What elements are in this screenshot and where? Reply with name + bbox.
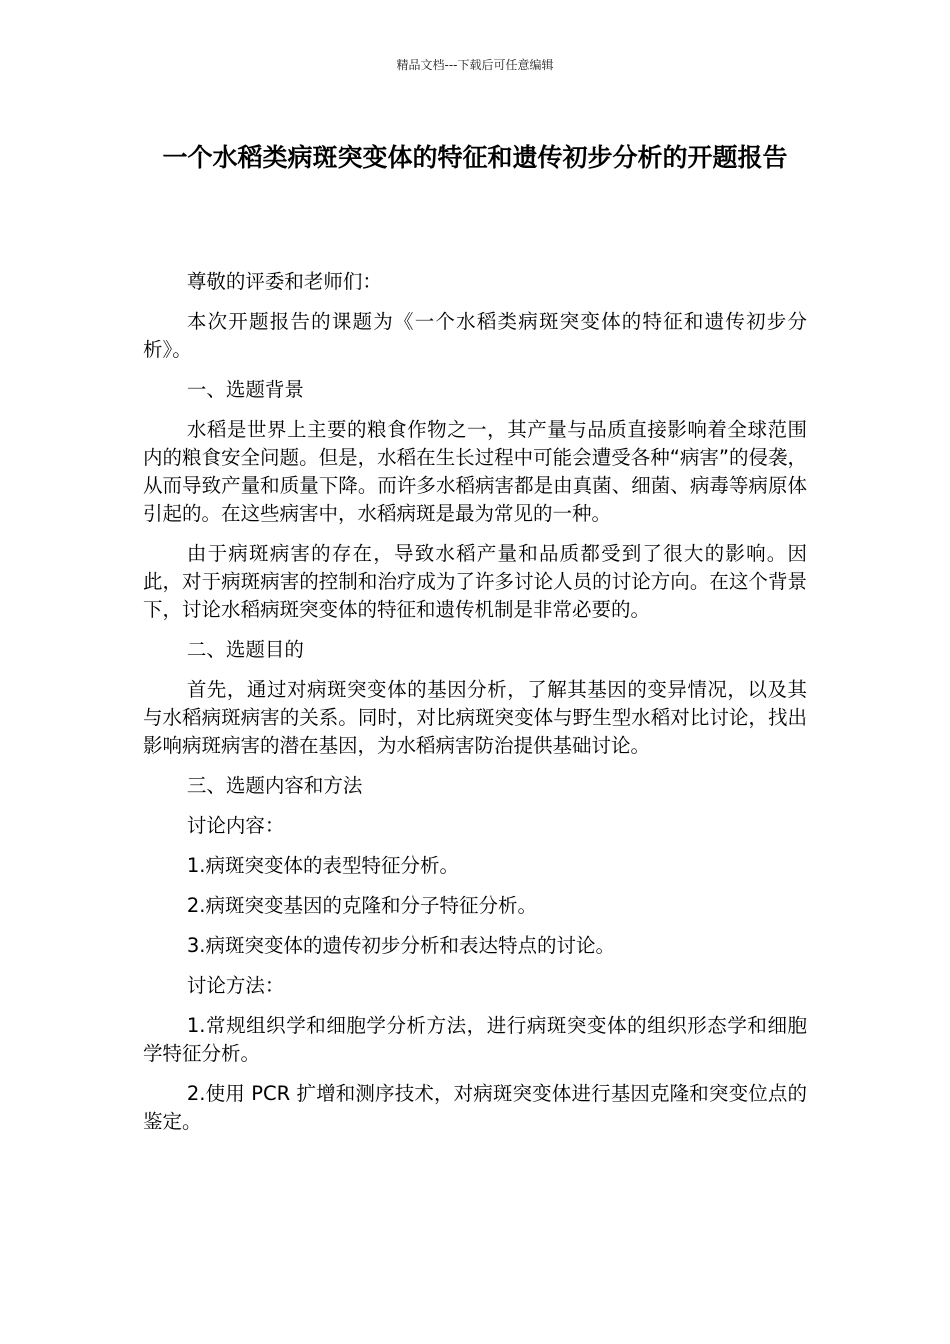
- salutation: 尊敬的评委和老师们：: [186, 270, 382, 293]
- method-item-2: 2.使用 PCR 扩增和测序技术，对病斑突变体进行基因克隆和突变位点的鉴定。: [143, 1082, 807, 1133]
- background-paragraph-1: 水稻是世界上主要的粮食作物之一，其产量与品质直接影响着全球范围内的粮食安全问题。但是，水稻在生长过程中可能会遭受各种“病害”的侵袭，从而导致产量和质量下降。而许多水稻病害都是由真菌、细菌、病毒等病原体引起的。在这些病害中，水稻病斑是最为常见的一种。: [143, 418, 807, 525]
- document-body: [143, 268, 807, 1148]
- page-title: 一个水稻类病斑突变体的特征和遗传初步分析的开题报告: [162, 143, 788, 172]
- content-item-2: 2.病斑突变基因的克隆和分子特征分析。: [186, 894, 537, 917]
- intro-paragraph: 本次开题报告的课题为《一个水稻类病斑突变体的特征和遗传初步分析》。: [143, 310, 807, 361]
- methods-label: 讨论方法：: [186, 974, 285, 997]
- content-item-1: 1.病斑突变体的表型特征分析。: [186, 854, 459, 877]
- header-note: 精品文档---下载后可任意编辑: [396, 58, 554, 72]
- content-label: 讨论内容：: [186, 814, 285, 837]
- background-paragraph-2: 由于病斑病害的存在，导致水稻产量和品质都受到了很大的影响。因此，对于病斑病害的控制和治疗成为了许多讨论人员的讨论方向。在这个背景下，讨论水稻病斑突变体的特征和遗传机制是非常必要的。: [143, 542, 807, 621]
- section-heading-content-methods: 三、选题内容和方法: [186, 774, 363, 797]
- section-heading-purpose: 二、选题目的: [186, 638, 304, 661]
- content-item-3: 3.病斑突变体的遗传初步分析和表达特点的讨论。: [186, 934, 615, 957]
- method-item-1: 1.常规组织学和细胞学分析方法，进行病斑突变体的组织形态学和细胞学特征分析。: [143, 1014, 807, 1065]
- section-heading-background: 一、选题背景: [186, 378, 304, 401]
- purpose-paragraph: 首先，通过对病斑突变体的基因分析，了解其基因的变异情况，以及其与水稻病斑病害的关系。同时，对比病斑突变体与野生型水稻对比讨论，找出影响病斑病害的潜在基因，为水稻病害防治提供基础讨论。: [143, 678, 807, 757]
